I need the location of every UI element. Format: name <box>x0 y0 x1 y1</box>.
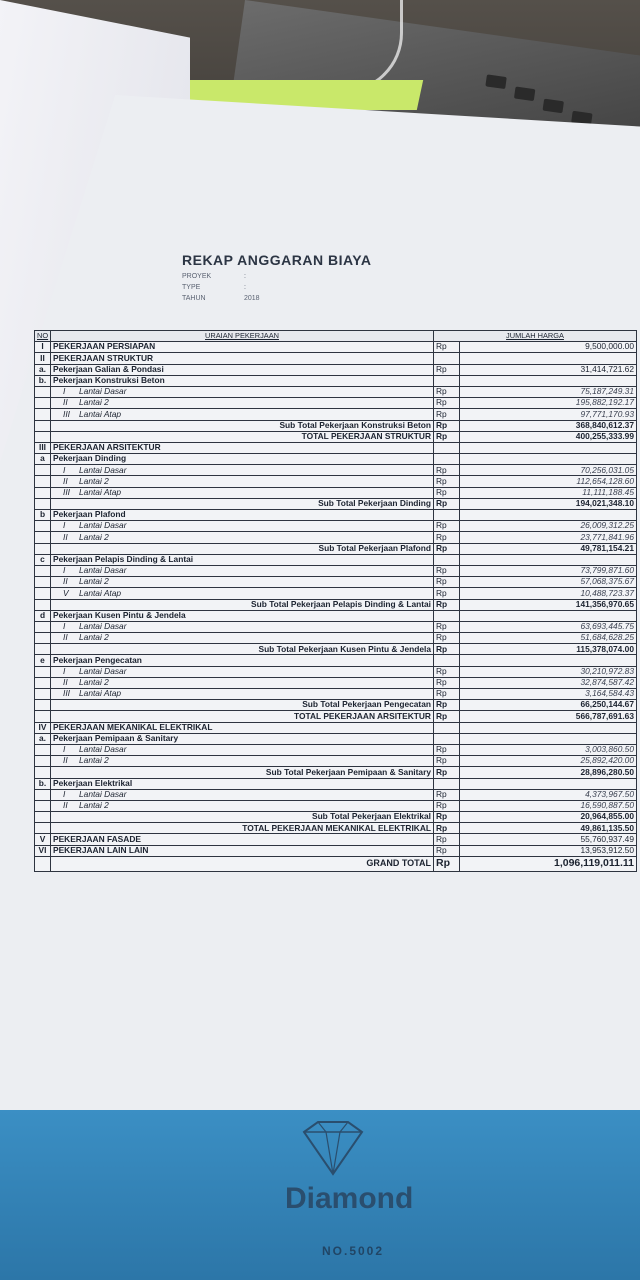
item-roman: II <box>63 531 68 542</box>
currency-label: Rp <box>434 700 460 711</box>
item-roman: II <box>63 755 68 766</box>
grand-total-row <box>35 856 637 871</box>
amount-cell: 115,378,074.00 <box>460 644 637 655</box>
currency-label: Rp <box>434 498 460 509</box>
item-row <box>35 398 637 409</box>
group-code: d <box>35 610 51 621</box>
item-label-cell <box>51 744 434 755</box>
currency-label: Rp <box>434 677 460 688</box>
item-no-empty <box>35 666 51 677</box>
item-row <box>35 789 637 800</box>
subtotal-row <box>35 599 637 610</box>
currency-label: Rp <box>434 577 460 588</box>
group-title: Pekerjaan Dinding <box>51 454 434 465</box>
group-code: c <box>35 554 51 565</box>
meta-label: TYPE <box>182 284 201 291</box>
subtotal-label: Sub Total Pekerjaan Kusen Pintu & Jendela <box>51 644 434 655</box>
currency-label: Rp <box>434 756 460 767</box>
group-title: Pekerjaan Pengecatan <box>51 655 434 666</box>
subtotal-row <box>35 420 637 431</box>
amount-cell: 10,488,723.37 <box>460 588 637 599</box>
group-row <box>35 610 637 621</box>
item-label-cell <box>51 789 434 800</box>
total-no-empty <box>35 823 51 834</box>
item-label: Lantai 2 <box>79 475 109 486</box>
item-label-cell <box>51 633 434 644</box>
subtotal-no-empty <box>35 812 51 823</box>
group-title: Pekerjaan Kusen Pintu & Jendela <box>51 610 434 621</box>
item-no-empty <box>35 689 51 700</box>
section-total-label: TOTAL PEKERJAAN MEKANIKAL ELEKTRIKAL <box>51 823 434 834</box>
currency-label: Rp <box>434 711 460 722</box>
item-row <box>35 409 637 420</box>
subtotal-no-empty <box>35 599 51 610</box>
item-no-empty <box>35 532 51 543</box>
item-roman: II <box>63 475 68 486</box>
total-no-empty <box>35 431 51 442</box>
group-row <box>35 733 637 744</box>
section-title: PEKERJAAN STRUKTUR <box>51 353 434 364</box>
currency-cell-empty <box>434 510 460 521</box>
item-no-empty <box>35 621 51 632</box>
item-row <box>35 756 637 767</box>
amount-cell-empty <box>460 554 637 565</box>
subtotal-row <box>35 767 637 778</box>
group-row <box>35 655 637 666</box>
item-roman: II <box>63 397 68 408</box>
currency-label: Rp <box>434 420 460 431</box>
amount-cell: 3,164,584.43 <box>460 689 637 700</box>
item-no-empty <box>35 633 51 644</box>
currency-cell-empty <box>434 610 460 621</box>
item-label-cell <box>51 465 434 476</box>
group-row <box>35 778 637 789</box>
table-header-row <box>35 331 637 342</box>
currency-cell-empty <box>434 778 460 789</box>
currency-label: Rp <box>434 845 460 856</box>
meta-value: 2018 <box>244 295 260 302</box>
item-label-cell <box>51 756 434 767</box>
item-roman: V <box>63 587 69 598</box>
item-row <box>35 621 637 632</box>
subtotal-no-empty <box>35 700 51 711</box>
item-roman: I <box>63 744 66 755</box>
currency-cell-empty <box>434 454 460 465</box>
item-no-empty <box>35 744 51 755</box>
amount-cell: 194,021,348.10 <box>460 498 637 509</box>
subtotal-row <box>35 543 637 554</box>
section-total-row <box>35 431 637 442</box>
section-row <box>35 442 637 453</box>
item-no-empty <box>35 588 51 599</box>
item-row <box>35 386 637 397</box>
amount-cell: 49,781,154.21 <box>460 543 637 554</box>
amount-cell-empty <box>460 353 637 364</box>
item-label-cell <box>51 666 434 677</box>
item-row <box>35 677 637 688</box>
section-row <box>35 834 637 845</box>
group-row <box>35 554 637 565</box>
subtotal-no-empty <box>35 498 51 509</box>
group-code: b. <box>35 778 51 789</box>
item-label-cell <box>51 689 434 700</box>
group-title: Pekerjaan Galian & Pondasi <box>51 364 434 375</box>
item-no-empty <box>35 800 51 811</box>
amount-cell: 63,693,445.75 <box>460 621 637 632</box>
amount-cell-empty <box>460 778 637 789</box>
item-no-empty <box>35 565 51 576</box>
currency-label: Rp <box>434 588 460 599</box>
amount-cell: 3,003,860.50 <box>460 744 637 755</box>
laptop-key <box>485 74 506 89</box>
currency-label: Rp <box>434 633 460 644</box>
amount-cell: 49,861,135.50 <box>460 823 637 834</box>
currency-label: Rp <box>434 812 460 823</box>
amount-cell: 73,799,871.60 <box>460 565 637 576</box>
item-roman: II <box>63 632 68 643</box>
subtotal-row <box>35 812 637 823</box>
diamond-logo-icon <box>296 1118 370 1178</box>
subtotal-label: Sub Total Pekerjaan Plafond <box>51 543 434 554</box>
subtotal-row <box>35 700 637 711</box>
section-title: PEKERJAAN ARSITEKTUR <box>51 442 434 453</box>
section-number: V <box>35 834 51 845</box>
currency-label: Rp <box>434 800 460 811</box>
meta-row <box>182 284 246 291</box>
meta-label: PROYEK <box>182 273 212 280</box>
amount-cell: 32,874,587.42 <box>460 677 637 688</box>
section-title: PEKERJAAN MEKANIKAL ELEKTRIKAL <box>51 722 434 733</box>
item-label-cell <box>51 800 434 811</box>
amount-cell-empty <box>460 375 637 386</box>
item-label: Lantai 2 <box>79 755 109 766</box>
currency-label: Rp <box>434 856 460 871</box>
currency-label: Rp <box>434 789 460 800</box>
item-no-empty <box>35 521 51 532</box>
amount-cell: 566,787,691.63 <box>460 711 637 722</box>
subtotal-no-empty <box>35 767 51 778</box>
amount-cell: 20,964,855.00 <box>460 812 637 823</box>
item-label: Lantai Atap <box>79 688 122 699</box>
currency-label: Rp <box>434 599 460 610</box>
item-label: Lantai Dasar <box>79 789 127 799</box>
group-title: Pekerjaan Elektrikal <box>51 778 434 789</box>
subtotal-no-empty <box>35 644 51 655</box>
document-title: REKAP ANGGARAN BIAYA <box>182 252 372 268</box>
subtotal-row <box>35 644 637 655</box>
amount-cell: 11,111,188.45 <box>460 487 637 498</box>
laptop-key <box>543 99 564 114</box>
section-number: IV <box>35 722 51 733</box>
item-label: Lantai Dasar <box>79 621 127 632</box>
item-no-empty <box>35 398 51 409</box>
item-label: Lantai Dasar <box>79 565 127 576</box>
section-total-label: TOTAL PEKERJAAN ARSITEKTUR <box>51 711 434 722</box>
section-row <box>35 722 637 733</box>
item-label: Lantai 2 <box>79 576 109 587</box>
amount-cell: 31,414,721.62 <box>460 364 637 375</box>
book-number: NO.5002 <box>322 1244 385 1258</box>
section-total-row <box>35 823 637 834</box>
group-row <box>35 510 637 521</box>
item-row <box>35 744 637 755</box>
item-row <box>35 465 637 476</box>
currency-label: Rp <box>434 834 460 845</box>
item-label: Lantai Dasar <box>79 386 127 397</box>
amount-cell: 26,009,312.25 <box>460 521 637 532</box>
subtotal-label: Sub Total Pekerjaan Pemipaan & Sanitary <box>51 767 434 778</box>
currency-label: Rp <box>434 398 460 409</box>
item-row <box>35 633 637 644</box>
section-row <box>35 353 637 364</box>
meta-row <box>182 295 260 302</box>
group-code: a <box>35 454 51 465</box>
amount-cell-empty <box>460 510 637 521</box>
subtotal-label: Sub Total Pekerjaan Konstruksi Beton <box>51 420 434 431</box>
currency-label: Rp <box>434 476 460 487</box>
item-no-empty <box>35 677 51 688</box>
amount-cell: 75,187,249.31 <box>460 386 637 397</box>
item-row <box>35 476 637 487</box>
amount-cell: 9,500,000.00 <box>460 342 637 353</box>
section-number: I <box>35 342 51 353</box>
item-label: Lantai Dasar <box>79 520 127 531</box>
group-code: a. <box>35 733 51 744</box>
item-label: Lantai Dasar <box>79 464 127 475</box>
item-row <box>35 532 637 543</box>
amount-cell: 25,892,420.00 <box>460 756 637 767</box>
total-no-empty <box>35 711 51 722</box>
item-label-cell <box>51 677 434 688</box>
item-roman: II <box>63 576 68 587</box>
item-label: Lantai 2 <box>79 677 109 688</box>
section-title: PEKERJAAN LAIN LAIN <box>51 845 434 856</box>
currency-cell-empty <box>434 554 460 565</box>
meta-value: : <box>244 284 246 291</box>
group-code: a. <box>35 364 51 375</box>
item-label-cell <box>51 487 434 498</box>
amount-cell-empty <box>460 655 637 666</box>
item-label: Lantai Atap <box>79 587 122 598</box>
item-label: Lantai 2 <box>79 800 109 811</box>
item-row <box>35 565 637 576</box>
currency-label: Rp <box>434 465 460 476</box>
amount-cell: 1,096,119,011.11 <box>460 856 637 871</box>
grand-total-label: GRAND TOTAL <box>51 856 434 871</box>
currency-label: Rp <box>434 386 460 397</box>
currency-label: Rp <box>434 621 460 632</box>
item-roman: II <box>63 677 68 688</box>
currency-cell-empty <box>434 655 460 666</box>
header-no: NO <box>35 331 51 342</box>
currency-label: Rp <box>434 409 460 420</box>
amount-cell-empty <box>460 733 637 744</box>
currency-label: Rp <box>434 532 460 543</box>
item-label-cell <box>51 476 434 487</box>
item-no-empty <box>35 789 51 800</box>
currency-cell-empty <box>434 353 460 364</box>
item-row <box>35 588 637 599</box>
item-roman: III <box>63 688 70 699</box>
item-row <box>35 800 637 811</box>
item-label-cell <box>51 621 434 632</box>
currency-label: Rp <box>434 823 460 834</box>
currency-label: Rp <box>434 689 460 700</box>
item-no-empty <box>35 577 51 588</box>
amount-cell: 51,684,628.25 <box>460 633 637 644</box>
item-roman: I <box>63 386 66 397</box>
currency-label: Rp <box>434 644 460 655</box>
subtotal-label: Sub Total Pekerjaan Pelapis Dinding & Lantai <box>51 599 434 610</box>
item-no-empty <box>35 386 51 397</box>
currency-label: Rp <box>434 744 460 755</box>
item-roman: I <box>63 520 66 531</box>
item-no-empty <box>35 756 51 767</box>
currency-label: Rp <box>434 431 460 442</box>
currency-cell-empty <box>434 722 460 733</box>
budget-table <box>34 330 637 872</box>
amount-cell: 4,373,967.50 <box>460 789 637 800</box>
meta-row <box>182 273 246 280</box>
item-label-cell <box>51 532 434 543</box>
amount-cell: 55,760,937.49 <box>460 834 637 845</box>
subtotal-label: Sub Total Pekerjaan Dinding <box>51 498 434 509</box>
brand-name: Diamond <box>285 1182 414 1215</box>
currency-label: Rp <box>434 767 460 778</box>
item-label: Lantai Dasar <box>79 666 127 676</box>
meta-label: TAHUN <box>182 295 206 302</box>
item-label-cell <box>51 577 434 588</box>
section-title: PEKERJAAN PERSIAPAN <box>51 342 434 353</box>
currency-cell-empty <box>434 442 460 453</box>
group-row <box>35 454 637 465</box>
currency-label: Rp <box>434 543 460 554</box>
subtotal-row <box>35 498 637 509</box>
group-code: b <box>35 510 51 521</box>
item-roman: II <box>63 800 68 811</box>
section-row <box>35 845 637 856</box>
amount-cell: 28,896,280.50 <box>460 767 637 778</box>
item-label: Lantai 2 <box>79 531 109 542</box>
item-label-cell <box>51 588 434 599</box>
budget-table-body <box>35 331 637 872</box>
item-roman: III <box>63 487 70 497</box>
currency-label: Rp <box>434 666 460 677</box>
currency-label: Rp <box>434 565 460 576</box>
item-roman: I <box>63 464 66 475</box>
currency-label: Rp <box>434 364 460 375</box>
item-label: Lantai 2 <box>79 632 109 643</box>
section-row <box>35 342 637 353</box>
section-number: VI <box>35 845 51 856</box>
currency-cell-empty <box>434 375 460 386</box>
amount-cell-empty <box>460 442 637 453</box>
amount-cell: 23,771,841.96 <box>460 532 637 543</box>
group-row <box>35 375 637 386</box>
group-title: Pekerjaan Plafond <box>51 510 434 521</box>
group-title: Pekerjaan Pelapis Dinding & Lantai <box>51 554 434 565</box>
subtotal-label: Sub Total Pekerjaan Elektrikal <box>51 812 434 823</box>
amount-cell: 16,590,887.50 <box>460 800 637 811</box>
currency-cell-empty <box>434 733 460 744</box>
amount-cell: 400,255,333.99 <box>460 431 637 442</box>
item-roman: I <box>63 666 66 676</box>
grand-total-no-empty <box>35 856 51 871</box>
amount-cell: 30,210,972.83 <box>460 666 637 677</box>
subtotal-label: Sub Total Pekerjaan Pengecatan <box>51 700 434 711</box>
amount-cell: 112,654,128.60 <box>460 476 637 487</box>
group-title: Pekerjaan Konstruksi Beton <box>51 375 434 386</box>
amount-cell: 368,840,612.37 <box>460 420 637 431</box>
amount-cell: 70,256,031.05 <box>460 465 637 476</box>
amount-cell: 57,068,375.67 <box>460 577 637 588</box>
amount-cell: 97,771,170.93 <box>460 409 637 420</box>
amount-cell-empty <box>460 610 637 621</box>
group-code: e <box>35 655 51 666</box>
item-row <box>35 689 637 700</box>
item-label: Lantai Atap <box>79 408 122 419</box>
meta-value: : <box>244 273 246 280</box>
item-no-empty <box>35 487 51 498</box>
item-roman: III <box>63 408 70 419</box>
subtotal-no-empty <box>35 543 51 554</box>
item-row <box>35 666 637 677</box>
item-label-cell <box>51 565 434 576</box>
item-label-cell <box>51 386 434 397</box>
section-total-row <box>35 711 637 722</box>
item-row <box>35 487 637 498</box>
amount-cell-empty <box>460 722 637 733</box>
header-jumlah: JUMLAH HARGA <box>434 331 637 342</box>
section-title: PEKERJAAN FASADE <box>51 834 434 845</box>
currency-label: Rp <box>434 342 460 353</box>
amount-cell: 13,953,912.50 <box>460 845 637 856</box>
amount-cell: 141,356,970.65 <box>460 599 637 610</box>
item-label-cell <box>51 398 434 409</box>
item-roman: I <box>63 621 66 632</box>
item-row <box>35 577 637 588</box>
item-row <box>35 521 637 532</box>
item-no-empty <box>35 409 51 420</box>
amount-cell: 195,882,192.17 <box>460 398 637 409</box>
currency-label: Rp <box>434 487 460 498</box>
item-label-cell <box>51 521 434 532</box>
group-title: Pekerjaan Pemipaan & Sanitary <box>51 733 434 744</box>
header-uraian: URAIAN PEKERJAAN <box>51 331 434 342</box>
group-row <box>35 364 637 375</box>
currency-label: Rp <box>434 521 460 532</box>
item-no-empty <box>35 465 51 476</box>
group-code: b. <box>35 375 51 386</box>
item-roman: I <box>63 789 66 799</box>
section-number: II <box>35 353 51 364</box>
item-label: Lantai 2 <box>79 397 109 408</box>
item-no-empty <box>35 476 51 487</box>
item-label: Lantai Dasar <box>79 744 127 755</box>
laptop-key <box>514 87 535 102</box>
amount-cell-empty <box>460 454 637 465</box>
subtotal-no-empty <box>35 420 51 431</box>
section-number: III <box>35 442 51 453</box>
item-label-cell <box>51 409 434 420</box>
item-label: Lantai Atap <box>79 487 122 497</box>
amount-cell: 66,250,144.67 <box>460 700 637 711</box>
section-total-label: TOTAL PEKERJAAN STRUKTUR <box>51 431 434 442</box>
item-roman: I <box>63 565 66 576</box>
